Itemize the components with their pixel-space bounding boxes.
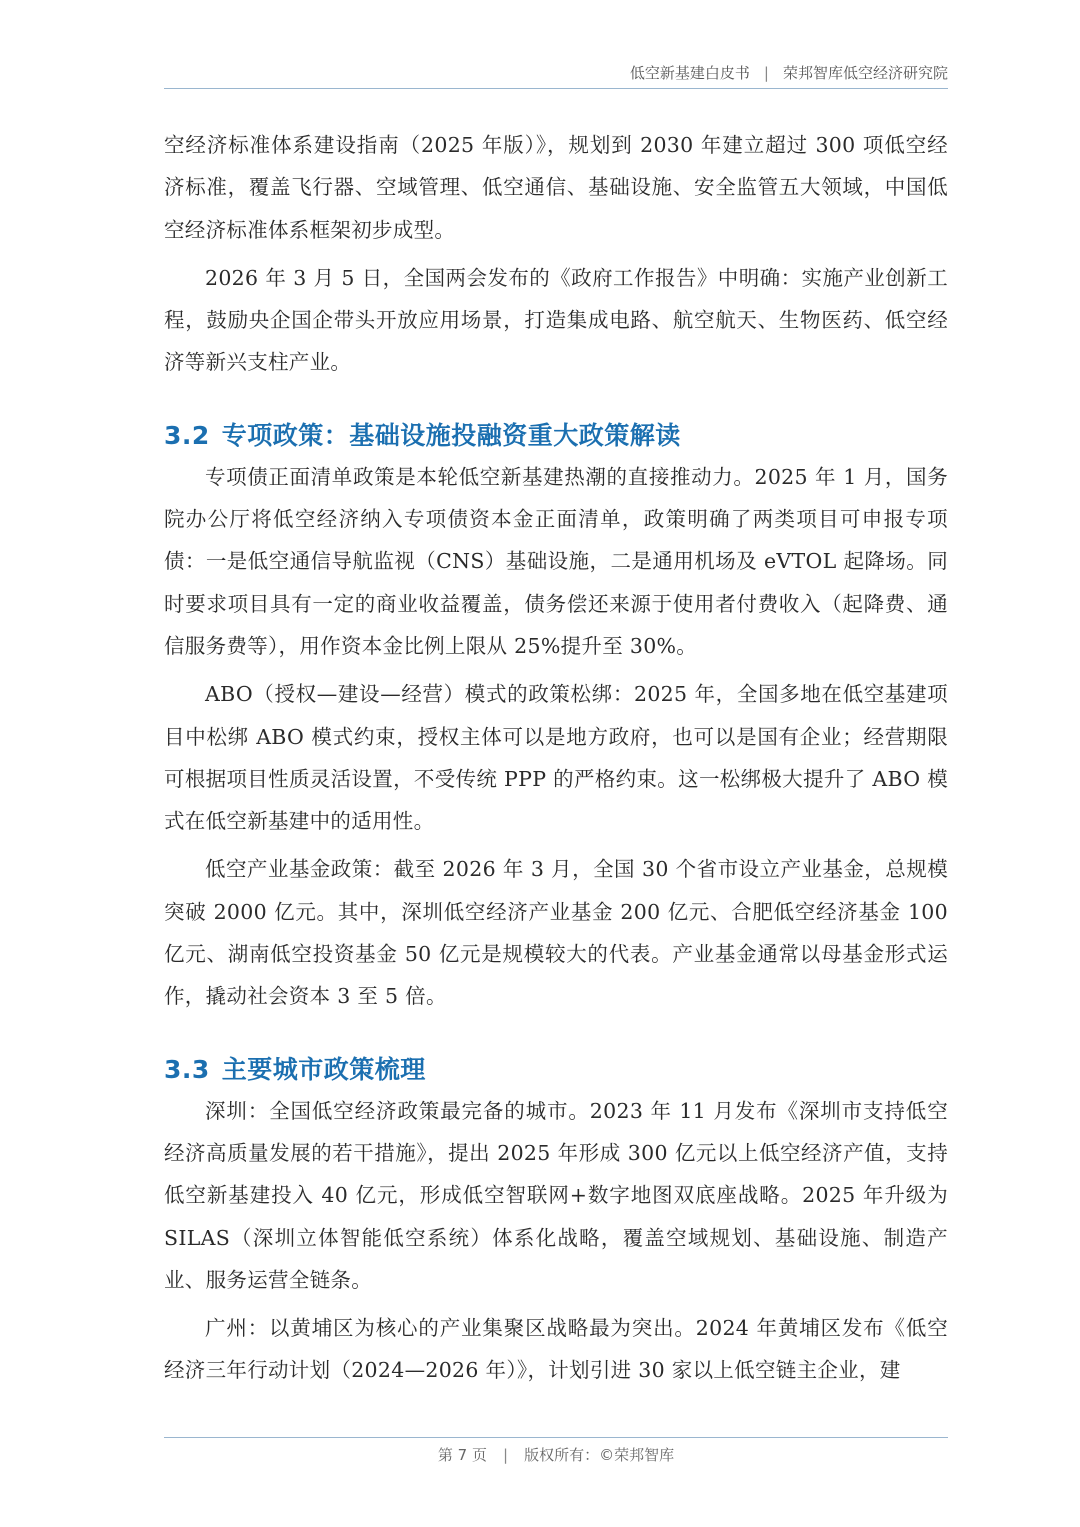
header-separator: |: [763, 64, 769, 82]
paragraph: 专项债正面清单政策是本轮低空新基建热潮的直接推动力。2025 年 1 月，国务院办公厅将低空经济纳入专项债资本金正面清单，政策明确了两类项目可申报专项债：一是低空通信导航监视（CNS）基础设施，二是通用机场及 eVTOL 起降场。同时要求项目具有一定的商业收益覆盖，债务偿还来源于使用者付费收入（起降费、通信服务费等），用作资本金比例上限从 25%提升至 30%。: [164, 464, 948, 658]
paragraph: ABO（授权—建设—经营）模式的政策松绑：2025 年，全国多地在低空基建项目中松绑 ABO 模式约束，授权主体可以是地方政府，也可以是国有企业；经营期限可根据项目性质灵活设置，不受传统 PPP 的严格约束。这一松绑极大提升了 ABO 模式在低空新基建中的适用性。: [164, 682, 948, 834]
section-title: 专项政策：基础设施投融资重大政策解读: [221, 420, 681, 450]
section-number: 3.2: [164, 420, 210, 450]
section-heading-3-3: [164, 1050, 948, 1090]
paragraph: 广州：以黄埔区为核心的产业集聚区战略最为突出。2024 年黄埔区发布《低空经济三年行动计划（2024—2026 年）》，计划引进 30 家以上低空链主企业，建: [164, 1316, 948, 1383]
paragraph: 2026 年 3 月 5 日，全国两会发布的《政府工作报告》中明确：实施产业创新工程，鼓励央企国企带头开放应用场景，打造集成电路、航空航天、生物医药、低空经济等新兴支柱产业。: [164, 265, 948, 375]
page-footer: [164, 1437, 948, 1465]
page-header: [164, 58, 948, 89]
section-title: 主要城市政策梳理: [221, 1054, 426, 1084]
section-heading-3-2: [164, 416, 948, 456]
copyright-notice: 版权所有：©荣邦智库: [524, 1446, 675, 1464]
section-number: 3.3: [164, 1054, 210, 1084]
header-org-name: 荣邦智库低空经济研究院: [782, 64, 948, 82]
header-doc-title: 低空新基建白皮书: [629, 64, 750, 82]
footer-separator: |: [503, 1446, 509, 1464]
paragraph: 低空产业基金政策：截至 2026 年 3 月，全国 30 个省市设立产业基金，总规模突破 2000 亿元。其中，深圳低空经济产业基金 200 亿元、合肥低空经济基金 100 亿元、湖南低空投资基金 50 亿元是规模较大的代表。产业基金通常以母基金形式运作，撬动社会资本 3 至 5 倍。: [164, 857, 948, 1009]
page-content: [164, 124, 948, 1398]
page-number: 第 7 页: [437, 1446, 487, 1464]
paragraph-continued: 空经济标准体系建设指南（2025 年版）》，规划到 2030 年建立超过 300 项低空经济标准，覆盖飞行器、空域管理、低空通信、基础设施、安全监管五大领域，中国低空经济标准体系框架初步成型。: [164, 133, 948, 242]
paragraph: 深圳：全国低空经济政策最完备的城市。2023 年 11 月发布《深圳市支持低空经济高质量发展的若干措施》，提出 2025 年形成 300 亿元以上低空经济产值，支持低空新基建投入 40 亿元，形成低空智联网+数字地图双底座战略。2025 年升级为 SILAS（深圳立体智能低空系统）体系化战略，覆盖空域规划、基础设施、制造产业、服务运营全链条。: [164, 1098, 948, 1292]
